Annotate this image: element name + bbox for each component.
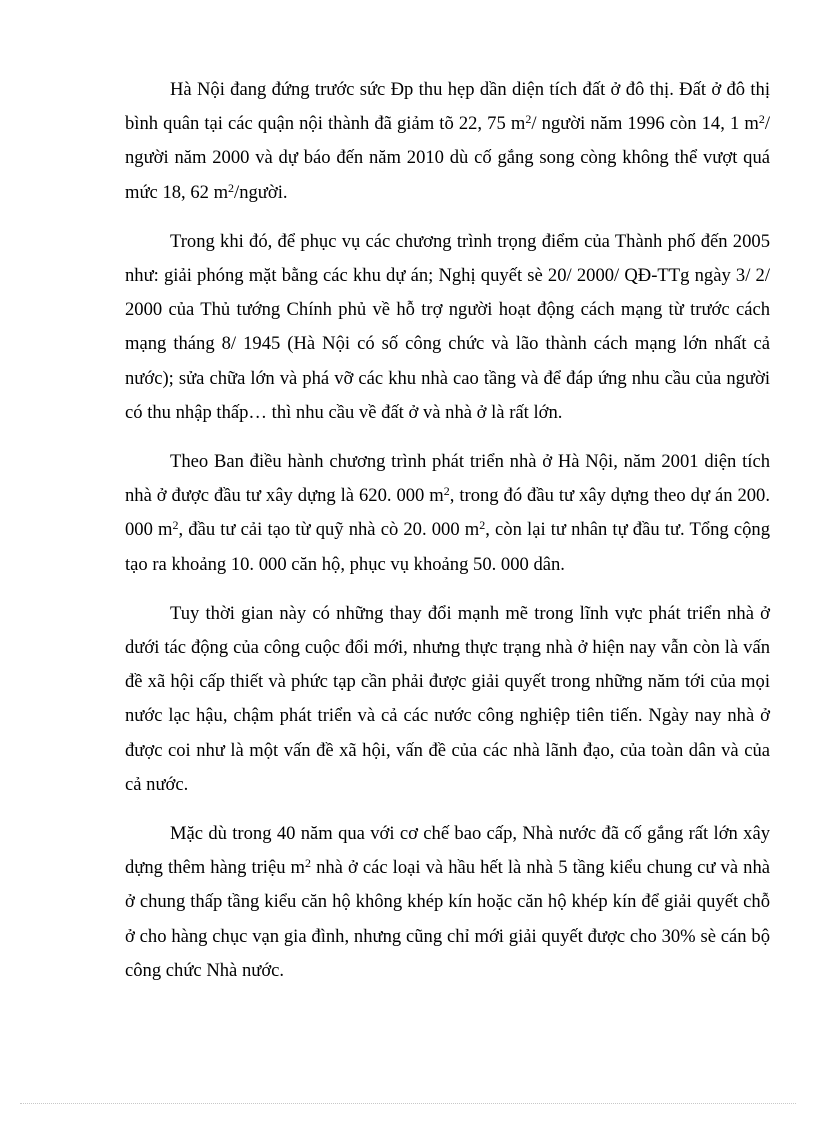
text-run: , đầu tư cải tạo từ quỹ nhà cò 20. 000 m: [178, 519, 480, 541]
superscript: 2: [305, 856, 312, 871]
superscript: 2: [525, 112, 532, 127]
text-run: Tuy thời gian này có những thay đổi mạnh mẽ trong lĩnh vực phát triển nhà ở dưới tác động của công cuộc đổi mới, nhưng thực trạng nhà ở hiện nay vẫn còn là vấn đề xã hội cấp thiết và phức tạp cần phải được giải quyết trong những năm tới của mọi nước lạc hậu, chậm phát triển và cả các nước công nghiệp tiên tiến. Ngày nay nhà ở được coi như là một vấn đề xã hội, vấn đề của các nhà lãnh đạo, của toàn dân và của cả nước.: [125, 602, 770, 795]
text-run: Trong khi đó, để phục vụ các chương trình trọng điểm của Thành phố đến 2005 như: giải phóng mặt bằng các khu dự án; Nghị quyết sè 20/ 2000/ QĐ-TTg ngày 3/ 2/ 2000 của Thủ tướng Chính phủ về hỗ trợ người hoạt động cách mạng từ trước cách mạng tháng 8/ 1945 (Hà Nội có số công chức và lão thành cách mạng lớn nhất cả nước); sửa chữa lớn và phá vỡ các khu nhà cao tầng và để đáp ứng nhu cầu của người có thu nhập thấp… thì nhu cầu về đất ở và nhà ở là rất lớn.: [125, 230, 770, 423]
text-run: Theo Ban điều hành chương trình phát triển nhà ở Hà Nội, năm 2001 diện tích nhà ở được đầu tư xây dựng là 620. 000 m: [125, 451, 770, 507]
text-run: /người.: [234, 181, 288, 203]
document-body: [125, 73, 770, 1003]
text-run: nhà ở các loại và hầu hết là nhà 5 tầng kiểu chung cư và nhà ở chung thấp tầng kiểu căn hộ không khép kín hoặc căn hộ khép kín để giải quyết chỗ ở cho hàng chục vạn gia đình, nhưng cũng chỉ mới giải quyết được cho 30% sè cán bộ công chức Nhà nước.: [125, 857, 771, 981]
paragraph-5: [125, 817, 770, 988]
text-run: , còn lại tư nhân tự đầu tư. Tổng cộng tạo ra khoảng 10. 000 căn hộ, phục vụ khoảng 50. 000 dân.: [125, 519, 770, 575]
superscript: 2: [443, 484, 450, 499]
paragraph-1: [125, 73, 770, 210]
superscript: 2: [479, 518, 486, 533]
superscript: 2: [228, 180, 235, 195]
text-run: / người năm 2000 và dự báo đến năm 2010 dù cố gắng song còng không thể vượt quá mức 18, 62 m: [125, 113, 770, 203]
page-bottom-divider: [20, 1103, 796, 1104]
superscript: 2: [172, 518, 179, 533]
text-run: Hà Nội đang đứng trước sức Ðp thu hẹp dần diện tích đất ở đô thị. Đất ở đô thị bình quân tại các quận nội thành đã giảm tõ 22, 75 m: [125, 79, 770, 135]
text-run: , trong đó đầu tư xây dựng theo dự án 200. 000 m: [125, 485, 771, 541]
paragraph-2: [125, 225, 770, 430]
paragraph-4: [125, 597, 770, 802]
superscript: 2: [758, 112, 765, 127]
text-run: Mặc dù trong 40 năm qua với cơ chế bao cấp, Nhà nước đã cố gắng rất lớn xây dựng thêm hàng triệu m: [125, 823, 770, 879]
paragraph-3: [125, 445, 770, 582]
text-run: / người năm 1996 còn 14, 1 m: [531, 113, 759, 135]
